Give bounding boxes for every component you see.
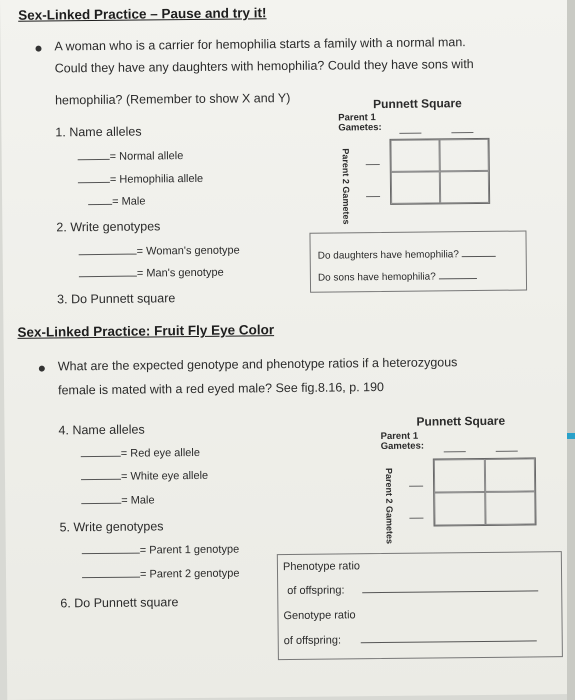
question1-line3: hemophilia? (Remember to show X and Y)	[54, 90, 291, 108]
gamete-blank[interactable]	[496, 451, 518, 452]
genotype-row	[82, 568, 240, 582]
genotype-row	[79, 245, 240, 259]
phenotype-ratio-label: Phenotype ratio	[282, 560, 361, 574]
allele-row	[81, 470, 208, 483]
allele-blank[interactable]	[81, 456, 121, 457]
allele-blank[interactable]	[81, 503, 121, 504]
parent1-gametes-label: Parent 1 Gametes:	[338, 112, 382, 134]
genotype-blank[interactable]	[79, 276, 137, 278]
allele-row	[78, 150, 184, 163]
step3-label: 3. Do Punnett square	[57, 291, 176, 307]
allele-row	[88, 195, 145, 208]
step2-label: 2. Write genotypes	[56, 219, 161, 235]
genotype-label: = Man's genotype	[136, 266, 224, 280]
gamete-blank[interactable]	[451, 132, 473, 133]
question2-line1: What are the expected genotype and phenotype ratios if a heterozygous	[57, 355, 458, 374]
genotype-blank[interactable]	[82, 577, 140, 579]
question1-line1: A woman who is a carrier for hemophilia starts a family with a normal man.	[54, 35, 466, 54]
question2-line2: female is mated with a red eyed male? See fig.8.16, p. 190	[58, 380, 385, 398]
step1-label: 1. Name alleles	[55, 124, 142, 140]
punnett-cell[interactable]	[485, 491, 536, 525]
allele-blank[interactable]	[78, 159, 110, 160]
genotype-blank[interactable]	[79, 254, 137, 256]
step5-label: 5. Write genotypes	[59, 519, 164, 535]
allele-row	[81, 447, 200, 460]
allele-blank[interactable]	[78, 182, 110, 183]
allele-blank[interactable]	[88, 204, 112, 205]
punnett-cell[interactable]	[434, 459, 485, 493]
genotype-label: = Parent 1 genotype	[139, 543, 240, 557]
gamete-blank[interactable]	[409, 486, 423, 487]
genotype-row	[79, 267, 224, 281]
answer-row	[318, 249, 496, 262]
genotype-row	[82, 544, 240, 558]
phenotype-ratio-answer[interactable]	[363, 590, 539, 593]
punnett-cell[interactable]	[390, 139, 439, 172]
genotype-ratio-answer[interactable]	[361, 640, 537, 643]
sons-answer[interactable]	[439, 278, 477, 279]
genotype-label: = Woman's genotype	[136, 244, 240, 258]
punnett-cell[interactable]	[484, 458, 535, 492]
punnett-cell[interactable]	[440, 171, 489, 204]
allele-label: = White eye allele	[120, 469, 209, 483]
step6-label: 6. Do Punnett square	[60, 595, 179, 611]
punnett-cell[interactable]	[391, 171, 440, 204]
punnett-cell[interactable]	[439, 139, 488, 172]
bullet	[35, 46, 41, 52]
punnett-title: Punnett Square	[416, 413, 506, 429]
gamete-blank[interactable]	[444, 451, 466, 452]
bullet	[39, 366, 45, 372]
section2-title: Sex-Linked Practice: Fruit Fly Eye Color	[17, 322, 275, 340]
genotype-ratio-label: Genotype ratio	[283, 609, 356, 623]
gamete-blank[interactable]	[366, 164, 380, 165]
punnett-title: Punnett Square	[373, 96, 462, 112]
question1-line2: Could they have any daughters with hemophilia? Could they have sons with	[54, 57, 474, 76]
parent2-gametes-label: Parent 2 Gametes	[340, 148, 352, 225]
allele-row	[81, 494, 154, 507]
genotype-label: = Parent 2 genotype	[139, 567, 240, 581]
punnett-cell[interactable]	[434, 492, 485, 526]
daughters-answer[interactable]	[462, 256, 496, 257]
step4-label: 4. Name alleles	[58, 422, 145, 438]
answer-row	[318, 271, 477, 284]
phenotype-ratio-sublabel: of offspring:	[287, 584, 345, 598]
allele-blank[interactable]	[81, 479, 121, 480]
genotype-blank[interactable]	[82, 553, 140, 555]
allele-label: = Normal allele	[109, 150, 184, 163]
allele-row	[78, 173, 203, 186]
page-edge	[567, 0, 575, 700]
parent1-gametes-label: Parent 1 Gametes:	[380, 430, 425, 453]
sons-question: Do sons have hemophilia?	[317, 271, 436, 284]
daughters-question: Do daughters have hemophilia?	[317, 249, 459, 262]
edge-marker	[567, 433, 575, 439]
parent2-gametes-label: Parent 2 Gametes	[383, 467, 395, 545]
allele-label: = Male	[121, 494, 155, 507]
allele-label: = Red eye allele	[120, 446, 201, 460]
genotype-ratio-sublabel: of offspring:	[283, 634, 342, 648]
punnett-grid	[389, 138, 490, 205]
gamete-blank[interactable]	[409, 518, 423, 519]
allele-label: = Male	[112, 195, 146, 208]
gamete-blank[interactable]	[366, 196, 380, 197]
section1-title: Sex-Linked Practice – Pause and try it!	[18, 5, 267, 23]
allele-label: = Hemophilia allele	[109, 172, 204, 186]
punnett-grid	[433, 457, 537, 526]
gamete-blank[interactable]	[399, 133, 421, 134]
